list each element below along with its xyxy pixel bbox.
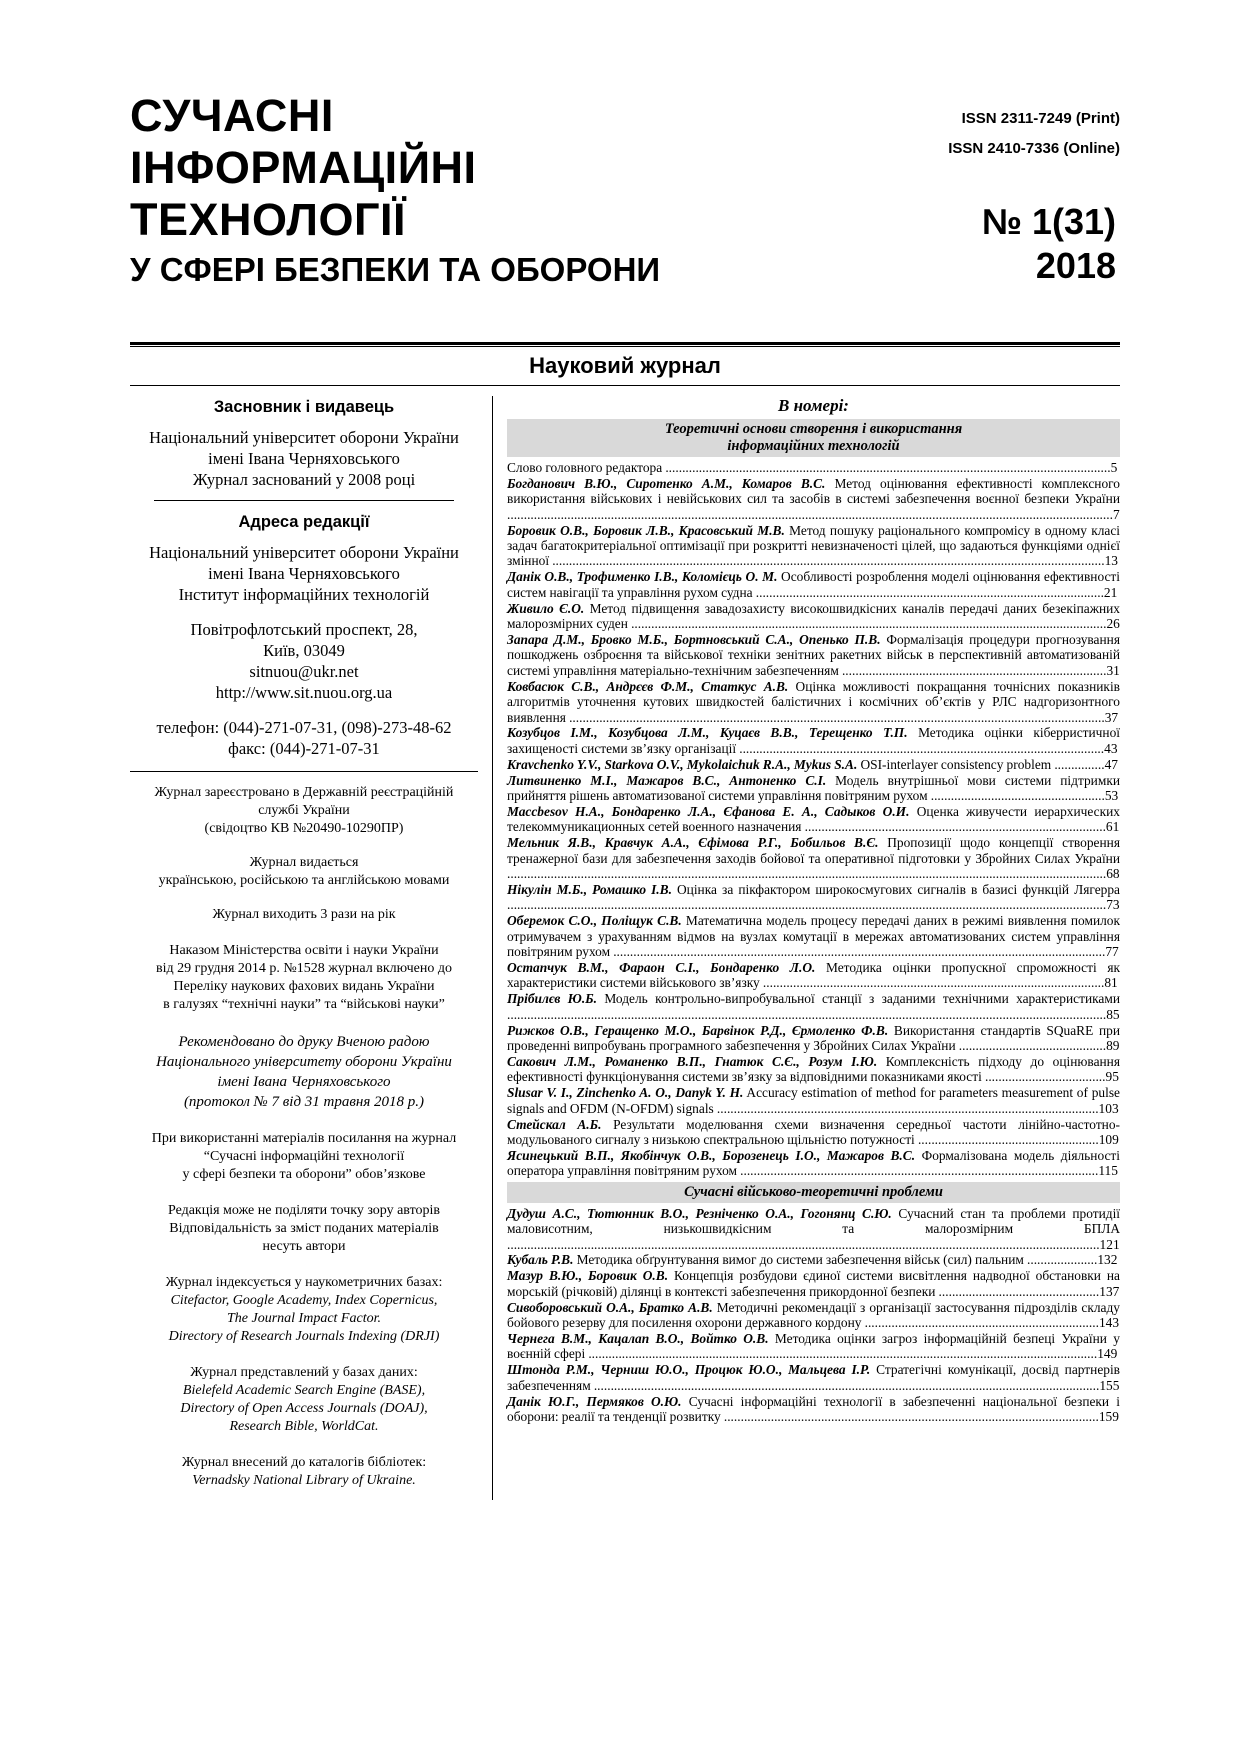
entry-title: Стратегічні комунікації, досвід партнерів забезпеченням xyxy=(507,1362,1121,1393)
contents-entry[interactable] xyxy=(507,960,1120,991)
entry-title: Методичні рекомендації з організації застосування підрозділів складу бойового резерву для посилення охорони державного кордону xyxy=(507,1299,1120,1331)
entry-title: Accuracy estimation of method for parameters measurement of pulse signals and OFDM (N-OFDM) signals xyxy=(507,1085,1120,1116)
contents-entry[interactable] xyxy=(507,1252,1120,1267)
email-link[interactable]: sitnuou@ukr.net xyxy=(249,662,359,681)
journal-cover xyxy=(130,90,1120,1670)
phone-line: телефон: (044)-271-07-31, (098)-273-48-62 xyxy=(156,718,452,737)
entry-authors: Литвиненко М.І., Мажаров В.С., Антоненко С.І. xyxy=(507,772,827,788)
indexed-line-3: Directory of Research Journals Indexing (DRJI) xyxy=(168,1329,440,1344)
entry-title: Результати моделювання схеми визначення середньої частоти лінійно-частотно-модульованого сигналу з низькою спектральною щільністю потужності xyxy=(507,1116,1120,1147)
contents-entry[interactable] xyxy=(507,991,1120,1022)
contents-entry[interactable] xyxy=(507,1085,1120,1116)
journal-title xyxy=(130,90,830,292)
entry-leader-dots: ..................................................................................................................................................................................... xyxy=(507,506,1113,522)
entry-authors: Массbesov Н.А., Бондаренко Л.А., Єфанова Е. А., Садыков О.И. xyxy=(507,803,910,819)
entry-title: Оцінка можливості покращання точнісних показників алгоритмів уточнення кутових швидкостей балістичних і космічних об’єктів у РЛС надгоризонтного виявлення xyxy=(507,678,1120,725)
contents-entry[interactable] xyxy=(507,773,1120,804)
entry-leader-dots: ............................................ xyxy=(955,1038,1107,1054)
cover-columns xyxy=(130,396,1120,1500)
catalog-heading: Журнал внесений до каталогів бібліотек: xyxy=(181,1455,427,1470)
entry-page-number: 132 xyxy=(1097,1252,1118,1268)
entry-authors: Запара Д.М., Бровко М.Б., Бортновський С.А., Опенько П.В. xyxy=(507,631,881,647)
recommended-line-2: Національного університету оборони України xyxy=(156,1054,452,1070)
contents-entry[interactable] xyxy=(507,569,1120,600)
contents-entry[interactable] xyxy=(507,725,1120,756)
founder-heading: Засновник і видавець xyxy=(213,398,395,416)
entry-title: Оцінка за пікфактором широкосмугових сигналів в базисі функцій Лягерра xyxy=(677,881,1120,897)
contents-entry[interactable] xyxy=(507,835,1120,881)
frequency-line: Журнал виходить 3 рази на рік xyxy=(212,907,396,922)
entry-title: Методика оцінки пропускної спроможності як характеристики системи військового зв’язку xyxy=(507,960,1120,991)
contents-entry[interactable] xyxy=(507,1300,1120,1331)
entry-page-number: 7 xyxy=(1112,506,1120,522)
entry-leader-dots: ..................................................................................................................................... xyxy=(662,460,1111,475)
entry-leader-dots: ............................................................................... xyxy=(838,662,1107,678)
entry-page-number: 21 xyxy=(1103,584,1118,600)
entry-authors: Нікулін М.Б., Ромашко І.В. xyxy=(507,881,672,897)
ministry-line-4: в галузях “технічні науки” та “військові науки” xyxy=(163,997,445,1012)
entry-leader-dots: ................................................................................................................ xyxy=(720,1408,1099,1424)
contents-entry[interactable] xyxy=(507,679,1120,725)
divider-contacts xyxy=(130,771,478,772)
entry-authors: Боровик О.В., Боровик Л.В., Красовський М.В. xyxy=(507,522,785,538)
entry-page-number: 95 xyxy=(1105,1069,1119,1085)
entry-title: Особливості розроблення моделі оцінювання ефективності систем навігації та управління рухом судна xyxy=(507,569,1120,600)
entry-page-number: 143 xyxy=(1098,1315,1120,1331)
entry-authors: Рижков О.В., Геращенко М.О., Барвінок Р.Д., Єрмоленко Ф.В. xyxy=(507,1022,889,1038)
entry-title: Методика оцінки загроз інформаційній безпеці України у воєнній сфері xyxy=(507,1330,1120,1362)
entry-title: Оценка живучести иерархических телекоммуникационных сетей военного назначения xyxy=(507,803,1120,835)
entry-authors: Остапчук В.М., Фараон С.І., Бондаренко Л.О. xyxy=(507,960,816,975)
contents-entry[interactable] xyxy=(507,1206,1120,1252)
entry-title: Пропозиції щодо концепції створення тренажерної бази для забезпечення заходів бойової та оперативної підготовки у Збройних Силах України xyxy=(507,835,1120,866)
contents-entry[interactable] xyxy=(507,1054,1120,1085)
entry-page-number: 137 xyxy=(1099,1283,1120,1299)
registration-line-3: (свідоцтво КВ №20490-10290ПР) xyxy=(204,821,404,836)
entry-authors: Ясинецький В.П., Якобінчук О.В., Борозенець І.О., Мажаров В.С. xyxy=(507,1147,916,1163)
address-street: Повітрофлотський проспект, 28, xyxy=(190,620,418,639)
entry-page-number: 13 xyxy=(1104,553,1118,569)
founder-line-3: Журнал заснований у 2008 році xyxy=(192,470,416,489)
entry-leader-dots: ................................................................................................................................................................................... xyxy=(507,866,1107,882)
contents-heading: В номері: xyxy=(778,396,849,415)
address-line-3: Інститут інформаційних технологій xyxy=(178,585,430,604)
title-subtitle-line: У СФЕРІ БЕЗПЕКИ ТА ОБОРОНИ xyxy=(130,251,661,288)
entry-page-number: 26 xyxy=(1106,616,1120,632)
entry-page-number: 43 xyxy=(1104,740,1118,756)
entry-authors: Сакович Л.М., Романенко В.П., Гнатюк С.Є., Розум І.Ю. xyxy=(507,1053,878,1069)
contents-entry[interactable] xyxy=(507,460,1120,475)
entry-title: Формалізована модель діяльності оператора управління повітряним рухом xyxy=(507,1147,1120,1179)
address-heading: Адреса редакції xyxy=(238,513,370,531)
entry-title: Формалізація процедури прогнозування пошкоджень озброєння та військової техніки зенітних ракетних військ в перспективній автоматизованій системі управління матеріально-технічним забезпеченням xyxy=(507,631,1120,678)
entry-title: Слово головного редактора xyxy=(507,460,663,475)
entry-page-number: 121 xyxy=(1099,1236,1120,1252)
entry-leader-dots: ............................................................................................................. xyxy=(736,740,1105,756)
entry-leader-dots: .............................................................................................................................................. xyxy=(627,616,1107,632)
entry-leader-dots: ........................................................................................................................................................ xyxy=(585,1346,1098,1362)
entry-leader-dots: ..................................................................................................................................................................... xyxy=(549,553,1105,569)
contents-entry[interactable] xyxy=(507,1117,1120,1148)
entry-authors: Чернега В.М., Кацалап В.О., Войтко О.В. xyxy=(507,1330,769,1346)
entry-leader-dots: ................................................................................................................................................................ xyxy=(565,709,1105,725)
entry-title: Метод підвищення завадозахисту високошвидкісних каналів передачі даних безекіпажних малорозмірних суден xyxy=(507,600,1120,632)
disclaimer-line-3: несуть автори xyxy=(262,1239,346,1254)
languages-line-1: Журнал видається xyxy=(249,855,359,870)
entry-authors: Стейскал А.Б. xyxy=(507,1116,602,1132)
disclaimer-line-2: Відповідальність за зміст поданих матеріалів xyxy=(169,1221,439,1236)
entry-leader-dots: ...................................................................... xyxy=(861,1315,1099,1331)
entry-page-number: 155 xyxy=(1099,1377,1120,1393)
entry-leader-dots: ................................................................................................................................................... xyxy=(610,944,1106,960)
entry-page-number: 149 xyxy=(1097,1346,1118,1362)
contents-entry[interactable] xyxy=(507,913,1120,959)
contents-entry[interactable] xyxy=(507,1394,1120,1425)
divider-single xyxy=(130,385,1120,386)
issue-block xyxy=(982,200,1116,288)
entry-leader-dots: .................................................................................................................. xyxy=(713,1100,1099,1116)
entry-authors: Данік Ю.Г., Пермяков О.Ю. xyxy=(507,1393,682,1409)
issn-block xyxy=(948,104,1120,164)
citation-note-line-1: При використанні матеріалів посилання на журнал xyxy=(151,1131,457,1146)
entry-leader-dots: ........................................................................................................... xyxy=(736,1163,1099,1179)
entry-leader-dots: ............... xyxy=(1051,756,1105,772)
entry-page-number: 5 xyxy=(1110,460,1118,475)
entry-title: Модель контрольно-випробувальної станції з заданими технічними характеристиками xyxy=(604,991,1120,1007)
disclaimer-line-1: Редакція може не поділяти точку зору авторів xyxy=(167,1203,441,1218)
recommended-line-4: (протокол № 7 від 31 травня 2018 р.) xyxy=(183,1094,425,1110)
entry-authors: Богданович В.Ю., Сиротенко А.М., Комаров В.С. xyxy=(507,475,826,491)
entry-page-number: 115 xyxy=(1098,1163,1118,1179)
entry-leader-dots: ................................................................................................................................................................................... xyxy=(507,897,1107,913)
entry-authors: Прібилєв Ю.Б. xyxy=(507,991,598,1007)
entry-leader-dots: ...................................................... xyxy=(914,1131,1099,1147)
entry-authors: Оберемок С.О., Поліщук С.В. xyxy=(507,913,682,929)
entry-authors: Ковбасюк С.В., Андрєєв Ф.М., Статкус А.В. xyxy=(507,678,789,694)
contents-entry[interactable] xyxy=(507,1331,1120,1362)
entry-title: Концепція розбудови єдиної системи висвітлення надводної обстановки на морській (річковій) ділянці в контексті забезпечення прикордонної безпеки xyxy=(507,1268,1120,1299)
imprint-column xyxy=(130,396,492,1500)
entry-title: Комплексність підходу до оцінювання ефективності функціонування системи зв’язку за відповідними показниками якості xyxy=(507,1053,1120,1085)
entry-authors: Козубцов І.М., Козубцова Л.М., Куцаєв В.В., Терещенко Т.П. xyxy=(507,725,908,741)
entry-authors: Мазур В.Ю., Боровик О.В. xyxy=(507,1268,669,1284)
title-line-2: ІНФОРМАЦІЙНІ xyxy=(130,142,477,193)
contents-list xyxy=(507,419,1120,1424)
entry-title: OSI-interlayer consistency problem xyxy=(860,756,1052,772)
entry-title: Сучасний стан та проблеми протидії маловисотним, низькошвидкісним та малорозмірним БПЛА xyxy=(507,1205,1121,1237)
divider-founder xyxy=(154,500,454,501)
entry-leader-dots: .......................................................................................... xyxy=(801,819,1106,835)
registration-line-1: Журнал зареєстровано в Державній реєстраційній xyxy=(154,785,454,800)
entry-page-number: 159 xyxy=(1098,1408,1119,1424)
title-line-3: ТЕХНОЛОГІЇ xyxy=(130,194,406,245)
indexed-line-1: Citefactor, Google Academy, Index Copernicus, xyxy=(170,1293,438,1308)
contents-entry[interactable] xyxy=(507,632,1120,678)
entry-authors: Мельник Я.В., Кравчук А.А., Єфімова Р.Г., Бобильов В.Є. xyxy=(507,835,879,851)
databases-line-3: Research Bible, WorldCat. xyxy=(229,1419,379,1434)
entry-page-number: 47 xyxy=(1104,756,1118,772)
entry-title: Використання стандартів SQuaRE при проведенні випробувань програмного забезпечення у Збройних Силах України xyxy=(507,1022,1121,1054)
address-city: Київ, 03049 xyxy=(263,641,345,660)
contents-entry[interactable] xyxy=(507,1148,1120,1179)
entry-leader-dots: ................................................ xyxy=(935,1283,1100,1299)
contents-entry[interactable] xyxy=(507,1023,1120,1054)
entry-title: Метод пошуку раціонального компромісу в одному класі задач багатокритеріальної оптимізації при розкритті невизначеності цілей, що задаються функціями однієї змінної xyxy=(507,522,1120,569)
journal-kind: Науковий журнал xyxy=(529,353,721,378)
databases-line-2: Directory of Open Access Journals (DOAJ), xyxy=(180,1401,428,1416)
entry-authors: Живило Є.О. xyxy=(507,600,585,616)
entry-title: Модель внутрішньої мови системи підтримки прийняття рішень автоматизованої системи управління повітряним рухом xyxy=(507,772,1120,804)
citation-note-line-2: “Сучасні інформаційні технології xyxy=(203,1149,405,1164)
entry-authors: Сивоборовський О.А., Братко А.В. xyxy=(507,1299,713,1315)
entry-page-number: 103 xyxy=(1098,1100,1119,1116)
entry-authors: Slusar V. I., Zinchenko A. O., Danyk Y. H. xyxy=(507,1085,744,1101)
entry-authors: Штонда Р.М., Черниш Ю.О., Процюк Ю.О., Мальцева І.Р. xyxy=(507,1362,871,1378)
entry-leader-dots: ....................................................................................................................................................... xyxy=(590,1377,1100,1393)
registration-line-2: службі України xyxy=(258,803,350,818)
founder-line-1: Національний університет оборони України xyxy=(149,428,459,447)
indexed-line-2: The Journal Impact Factor. xyxy=(227,1311,381,1326)
entry-leader-dots: ................................................................................................................................................................................... xyxy=(507,1006,1107,1022)
citation-note-line-3: у сфері безпеки та оборони” обов’язкове xyxy=(182,1167,426,1182)
contents-entry[interactable] xyxy=(507,757,1120,772)
entry-leader-dots: ........................................................................................................ xyxy=(752,584,1104,600)
address-line-2: імені Івана Черняховського xyxy=(208,564,400,583)
issn-print: ISSN 2311-7249 (Print) xyxy=(961,110,1120,127)
entry-page-number: 53 xyxy=(1104,788,1119,804)
recommended-line-3: імені Івана Черняховського xyxy=(217,1074,391,1090)
entry-title: Метод оцінювання ефективності комплексного використання військових і невійськових сил та засобів в системі забезпечення воєнної безпеки України xyxy=(507,475,1120,507)
contents-entry[interactable] xyxy=(507,476,1120,522)
entry-page-number: 89 xyxy=(1106,1038,1120,1054)
entry-page-number: 77 xyxy=(1105,944,1119,960)
website-link[interactable]: http://www.sit.nuou.org.ua xyxy=(215,683,393,702)
entry-title: Сучасні інформаційні технології в забезпеченні національної безпеки і оборони: реалії та тенденції розвитку xyxy=(507,1393,1120,1424)
indexed-heading: Журнал індексується у наукометричних базах: xyxy=(165,1275,443,1290)
entry-title: Методика обґрунтування вимог до системи забезпечення військ (сил) пальним xyxy=(576,1252,1024,1268)
contents-entry[interactable] xyxy=(507,523,1120,569)
issue-number: № 1(31) xyxy=(981,201,1116,242)
ministry-line-3: Переліку наукових фахових видань України xyxy=(173,979,435,994)
databases-line-1: Bielefeld Academic Search Engine (BASE), xyxy=(182,1383,426,1398)
entry-title: Математична модель процесу передачі даних в режимі виявлення помилок отримувачем з урахуванням відмов на вузлах комутації в мережах автоматизованих систем управління повітряним рухом xyxy=(507,913,1120,960)
contents-entry[interactable] xyxy=(507,804,1120,835)
issue-year: 2018 xyxy=(1035,245,1116,286)
title-line-1: СУЧАСНІ xyxy=(130,90,334,141)
masthead xyxy=(130,90,1120,340)
entry-authors: Дудуш А.С., Тютюнник В.О., Резніченко О.А., Гогонянц С.Ю. xyxy=(507,1205,892,1221)
contents-column xyxy=(492,396,1120,1500)
entry-page-number: 85 xyxy=(1106,1006,1120,1022)
entry-page-number: 109 xyxy=(1098,1131,1119,1147)
recommended-line-1: Рекомендовано до друку Вченою радою xyxy=(178,1034,430,1050)
entry-page-number: 31 xyxy=(1106,662,1120,678)
contents-entry[interactable] xyxy=(507,1268,1120,1299)
ministry-line-1: Наказом Міністерства освіти і науки України xyxy=(169,943,439,958)
databases-heading: Журнал представлений у базах даних: xyxy=(190,1365,418,1380)
contents-entry[interactable] xyxy=(507,601,1120,632)
entry-leader-dots: ..................... xyxy=(1023,1252,1098,1268)
entry-leader-dots: ...................................................................................................... xyxy=(759,975,1105,991)
issn-online: ISSN 2410-7336 (Online) xyxy=(948,140,1120,157)
entry-leader-dots: .................................................... xyxy=(927,788,1105,804)
entry-page-number: 61 xyxy=(1105,819,1120,835)
entry-page-number: 37 xyxy=(1104,709,1119,725)
founder-line-2: імені Івана Черняховського xyxy=(208,449,400,468)
contents-entry[interactable] xyxy=(507,882,1120,913)
entry-authors: Кубаль Р.В. xyxy=(507,1252,574,1268)
entry-page-number: 68 xyxy=(1106,866,1120,882)
fax-line: факс: (044)-271-07-31 xyxy=(228,739,380,758)
ministry-line-2: від 29 грудня 2014 р. №1528 журнал включено до xyxy=(156,961,452,976)
address-line-1: Національний університет оборони України xyxy=(149,543,459,562)
contents-section-title: Сучасні військово-теоретичні проблеми xyxy=(507,1182,1120,1203)
entry-leader-dots: .................................... xyxy=(981,1069,1106,1085)
contents-section-title: Теоретичні основи створення і використання інформаційних технологій xyxy=(507,419,1120,457)
entry-authors: Данік О.В., Трофименко І.В., Коломієць О. М. xyxy=(507,569,778,585)
entry-leader-dots: ................................................................................................................................................................................. xyxy=(507,1236,1100,1252)
entry-authors: Kravchenko Y.V., Starkova O.V., Mykolaichuk R.A., Mykus S.A. xyxy=(507,756,858,772)
entry-title: Методика оцінки кіберристичної захищеності системи зв’язку організації xyxy=(507,725,1120,756)
entry-page-number: 81 xyxy=(1104,975,1118,991)
catalog-line-1: Vernadsky National Library of Ukraine. xyxy=(192,1473,416,1488)
entry-page-number: 73 xyxy=(1106,897,1120,913)
contents-entry[interactable] xyxy=(507,1362,1120,1393)
languages-line-2: українською, російською та англійською мовами xyxy=(158,873,450,888)
